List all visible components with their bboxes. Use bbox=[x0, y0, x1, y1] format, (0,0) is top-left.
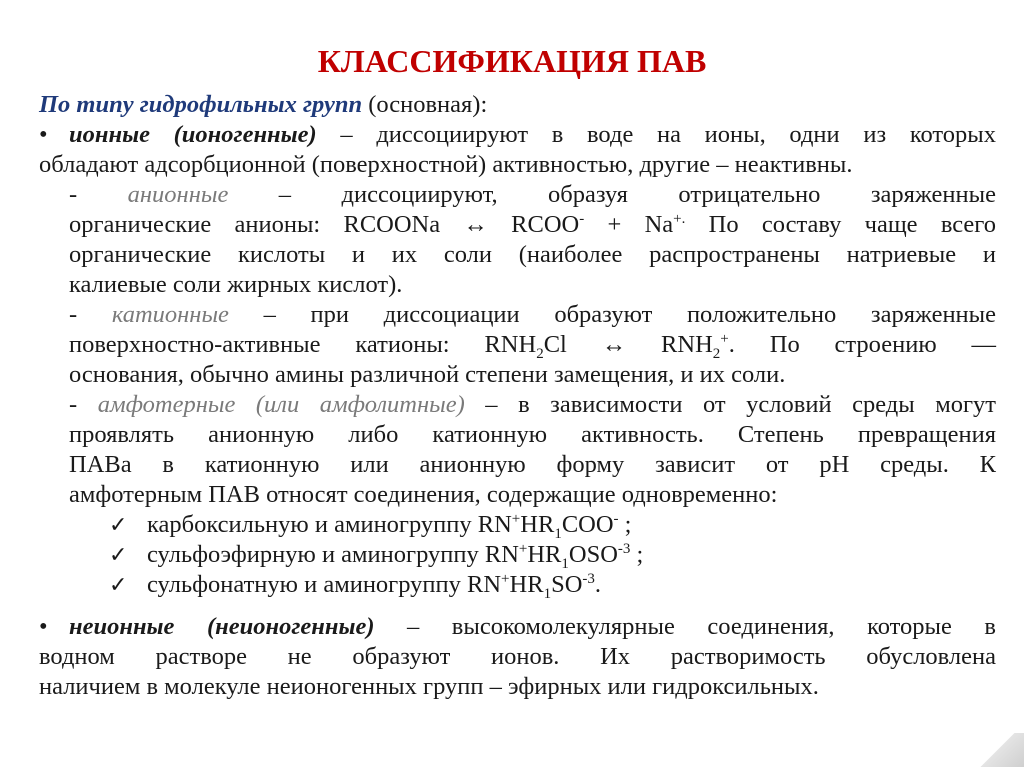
anionic-block bbox=[39, 180, 996, 300]
nonionic-term: неионные (неионогенные) bbox=[69, 613, 375, 640]
ionic-term: ионные (ионогенные) bbox=[69, 121, 317, 148]
cationic-line-2: поверхностно-активные катионы: $RNH_2Cl$ ↔ $RNH_2^+$. По строению — bbox=[69, 330, 996, 362]
slide-body bbox=[39, 90, 996, 702]
section-heading bbox=[39, 90, 996, 120]
page-curl-decoration bbox=[970, 733, 1024, 767]
check-item-1: ✓ карбоксильную и аминогруппу $RN^+HR_1COO^-$ ; bbox=[109, 510, 632, 542]
check-item-2: ✓ сульфоэфирную и аминогруппу $RN^+HR_1OSO^{-3}$ ; bbox=[109, 540, 644, 572]
check-icon: ✓ bbox=[109, 572, 128, 597]
cationic-line-1: - катионные – при диссоциации образуют положительно заряженные bbox=[69, 301, 997, 328]
bullet-icon: • bbox=[39, 613, 48, 640]
check-icon: ✓ bbox=[109, 542, 128, 567]
ionic-line-1: • ионные (ионогенные) – диссоциируют в воде на ионы, одни из которых bbox=[39, 121, 996, 148]
cationic-term: катионные bbox=[111, 301, 229, 328]
bullet-icon: • bbox=[39, 121, 48, 148]
check-icon: ✓ bbox=[109, 512, 128, 537]
amphoteric-line-3: ПАВа в катионную или анионную форму зависит от рН среды. К bbox=[69, 451, 996, 478]
amphoteric-line-4: амфотерным ПАВ относят соединения, содержащие одновременно: bbox=[69, 481, 778, 508]
anionic-line-2: органические анионы: RCOONa ↔ RCOO- + Na+. По составу чаще всего bbox=[69, 210, 996, 238]
ionic-line-2: обладают адсорбционной (поверхностной) активностью, другие – неактивны. bbox=[39, 151, 853, 178]
check-list bbox=[39, 510, 996, 600]
slide-title: КЛАССИФИКАЦИЯ ПАВ bbox=[317, 43, 707, 79]
check-item-3: ✓ сульфонатную и аминогруппу $RN^+HR_1SO^{-3}$. bbox=[109, 570, 602, 602]
amphoteric-line-1: - амфотерные (или амфолитные) – в зависимости от условий среды могут bbox=[69, 391, 996, 418]
amphoteric-term: амфотерные (или амфолитные) bbox=[97, 391, 465, 418]
heading-rest: (основная): bbox=[362, 91, 488, 118]
nonionic-line-2: водном растворе не образуют ионов. Их растворимость обусловлена bbox=[39, 643, 996, 670]
nonionic-line-3: наличием в молекуле неионогенных групп – эфирных или гидроксильных. bbox=[39, 673, 819, 700]
spacer bbox=[39, 600, 996, 612]
cationic-line-3: основания, обычно амины различной степени замещения, и их соли. bbox=[69, 361, 786, 388]
heading-term: По типу гидрофильных групп bbox=[39, 91, 363, 118]
cationic-block bbox=[39, 300, 996, 390]
anionic-line-3: органические кислоты и их соли (наиболее распространены натриевые и bbox=[69, 241, 996, 268]
amphoteric-block bbox=[39, 390, 996, 510]
anionic-line-1: - анионные – диссоциируют, образуя отрицательно заряженные bbox=[69, 181, 996, 208]
amphoteric-line-2: проявлять анионную либо катионную активность. Степень превращения bbox=[69, 421, 996, 448]
anionic-term: анионные bbox=[127, 181, 229, 208]
anionic-line-4: калиевые соли жирных кислот). bbox=[69, 271, 403, 298]
nonionic-line-1: • неионные (неионогенные) – высокомолекулярные соединения, которые в bbox=[39, 613, 996, 640]
